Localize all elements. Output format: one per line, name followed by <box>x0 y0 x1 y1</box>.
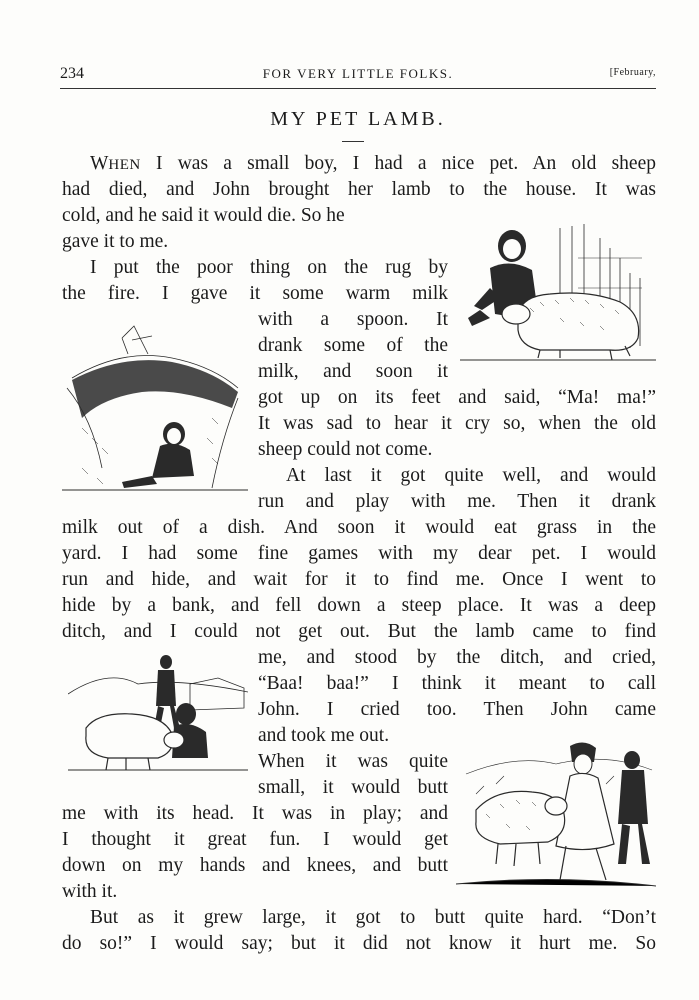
story-title: MY PET LAMB. <box>270 108 446 130</box>
text-line: cold, and he said it would die. So he <box>62 205 345 226</box>
lamb-and-boy-with-man-illustration <box>68 648 248 774</box>
text-line: milk out of a dish. And soon it would eat grass in the <box>62 517 656 538</box>
boy-with-lamb-illustration <box>460 218 656 364</box>
text-line: do so!” I would say; but it did not know it hurt me. So <box>62 933 656 954</box>
text-line: drank some of the <box>258 335 448 356</box>
text-line: the fire. I gave it some warm milk <box>62 283 448 304</box>
text-line: me with its head. It was in play; and <box>62 803 448 824</box>
text-line: But as it grew large, it got to butt quite hard. “Don’t <box>90 907 656 928</box>
text-line: with a spoon. It <box>258 309 448 330</box>
text-line: had died, and John brought her lamb to the house. It was <box>62 179 656 200</box>
text-line: gave it to me. <box>62 231 169 252</box>
girl-with-lamb-illustration <box>456 734 656 894</box>
text-line: At last it got quite well, and would <box>286 465 656 486</box>
text-line: yard. I had some fine games with my dear pet. I would <box>62 543 656 564</box>
text-line: sheep could not come. <box>258 439 433 460</box>
running-head <box>60 63 656 85</box>
text-line: John. I cried too. Then John came <box>258 699 656 720</box>
boy-in-ditch-illustration <box>62 318 248 494</box>
text-line: It was sad to hear it cry so, when the old <box>258 413 656 434</box>
text-line: run and hide, and wait for it to find me. Once I went to <box>62 569 656 590</box>
text-line: run and play with me. Then it drank <box>258 491 656 512</box>
text-line: I thought it great fun. I would get <box>62 829 448 850</box>
title-rule <box>342 141 364 142</box>
header-rule <box>60 88 656 89</box>
text-line: “Baa! baa!” I think it meant to call <box>258 673 656 694</box>
text-line: When it was quite <box>258 751 448 772</box>
text-line: got up on its feet and said, “Ma! ma!” <box>258 387 656 408</box>
text-line: WHEN I was a small boy, I had a nice pet. An old sheep <box>90 153 656 174</box>
running-title: FOR VERY LITTLE FOLKS. <box>262 66 454 81</box>
text-line: down on my hands and knees, and butt <box>62 855 448 876</box>
text-line: small, it would butt <box>258 777 448 798</box>
text-line: hide by a bank, and fell down a steep place. It was a deep <box>62 595 656 616</box>
page-number: 234 <box>60 65 84 82</box>
drop-word: WHEN <box>90 153 141 174</box>
text-line: and took me out. <box>258 725 390 746</box>
running-month: [February, <box>609 67 656 78</box>
text-line: ditch, and I could not get out. But the lamb came to find <box>62 621 656 642</box>
text-line: I put the poor thing on the rug by <box>90 257 448 278</box>
text-line: me, and stood by the ditch, and cried, <box>258 647 656 668</box>
text-line: with it. <box>62 881 118 902</box>
text-line: milk, and soon it <box>258 361 448 382</box>
